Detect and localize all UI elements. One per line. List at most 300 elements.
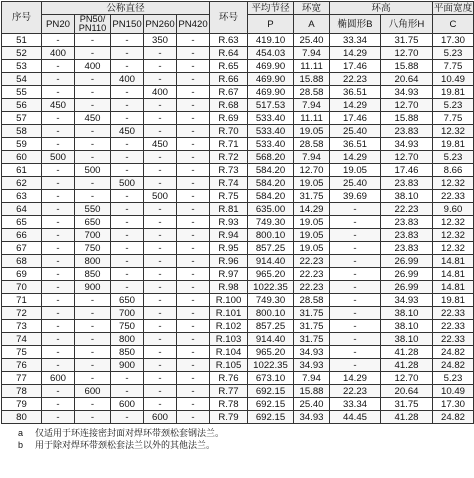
cell-oval-height: -: [330, 320, 381, 333]
cell-seq: 56: [2, 99, 42, 112]
cell-seq: 52: [2, 47, 42, 60]
cell-ring-width: 28.58: [294, 138, 330, 151]
cell-pn50-pn110: 650: [75, 216, 111, 229]
cell-pn150: 400: [111, 73, 144, 86]
table-row: [2, 294, 474, 307]
cell-pn260: -: [144, 385, 177, 398]
table-row: [2, 151, 474, 164]
cell-pn20: -: [42, 164, 75, 177]
table-row: [2, 164, 474, 177]
cell-ring-no: R.95: [210, 242, 248, 255]
cell-pn150: -: [111, 190, 144, 203]
cell-pn150: -: [111, 281, 144, 294]
cell-oval-height: 39.69: [330, 190, 381, 203]
cell-pitch-dia: 568.20: [248, 151, 294, 164]
cell-oval-height: -: [330, 359, 381, 372]
cell-pn20: -: [42, 307, 75, 320]
cell-pn50-pn110: -: [75, 359, 111, 372]
cell-pn50-pn110: -: [75, 346, 111, 359]
cell-pitch-dia: 800.10: [248, 307, 294, 320]
cell-pn20: 400: [42, 47, 75, 60]
cell-flat-width: 22.33: [433, 333, 474, 346]
cell-pitch-dia: 454.03: [248, 47, 294, 60]
cell-seq: 68: [2, 255, 42, 268]
footnote: [1, 427, 473, 439]
cell-oval-height: 14.29: [330, 47, 381, 60]
cell-ring-no: R.64: [210, 47, 248, 60]
cell-pn260: -: [144, 112, 177, 125]
ring-joint-dimension-table: [1, 1, 474, 424]
cell-seq: 53: [2, 60, 42, 73]
cell-pn20: -: [42, 255, 75, 268]
cell-ring-width: 15.88: [294, 73, 330, 86]
cell-pn20: -: [42, 294, 75, 307]
cell-pitch-dia: 673.10: [248, 372, 294, 385]
cell-pn20: -: [42, 34, 75, 47]
cell-oval-height: 36.51: [330, 86, 381, 99]
cell-ring-width: 7.94: [294, 372, 330, 385]
cell-octagon-height: 38.10: [381, 333, 433, 346]
cell-pn50-pn110: 550: [75, 203, 111, 216]
table-row: [2, 203, 474, 216]
header-pitch-symbol: P: [248, 15, 294, 34]
cell-seq: 72: [2, 307, 42, 320]
header-oval: 椭圆形B: [330, 15, 381, 34]
cell-oval-height: -: [330, 203, 381, 216]
cell-pn420: -: [177, 164, 210, 177]
cell-flat-width: 12.32: [433, 216, 474, 229]
cell-pn420: -: [177, 346, 210, 359]
cell-flat-width: 19.81: [433, 138, 474, 151]
cell-octagon-height: 26.99: [381, 268, 433, 281]
header-pitch-diameter: 平均节径: [248, 2, 294, 15]
cell-seq: 63: [2, 190, 42, 203]
cell-ring-no: R.75: [210, 190, 248, 203]
cell-pn50-pn110: -: [75, 86, 111, 99]
cell-octagon-height: 41.28: [381, 359, 433, 372]
cell-seq: 73: [2, 320, 42, 333]
cell-flat-width: 17.30: [433, 398, 474, 411]
cell-oval-height: -: [330, 242, 381, 255]
cell-pn260: -: [144, 359, 177, 372]
cell-flat-width: 5.23: [433, 372, 474, 385]
spec-document: [1, 1, 473, 451]
table-row: [2, 411, 474, 424]
cell-seq: 51: [2, 34, 42, 47]
cell-pn50-pn110: -: [75, 398, 111, 411]
cell-oval-height: 33.34: [330, 398, 381, 411]
cell-pn260: 350: [144, 34, 177, 47]
cell-ring-width: 19.05: [294, 229, 330, 242]
cell-ring-width: 12.70: [294, 164, 330, 177]
cell-seq: 61: [2, 164, 42, 177]
cell-ring-no: R.104: [210, 346, 248, 359]
cell-seq: 69: [2, 268, 42, 281]
cell-pn420: -: [177, 99, 210, 112]
cell-pn420: -: [177, 242, 210, 255]
cell-ring-width: 7.94: [294, 151, 330, 164]
cell-ring-width: 25.40: [294, 398, 330, 411]
cell-octagon-height: 41.28: [381, 411, 433, 424]
cell-pn260: -: [144, 346, 177, 359]
cell-oval-height: 17.46: [330, 112, 381, 125]
cell-pn260: -: [144, 372, 177, 385]
cell-pn150: -: [111, 34, 144, 47]
cell-oval-height: 22.23: [330, 73, 381, 86]
table-row: [2, 60, 474, 73]
cell-ring-width: 31.75: [294, 333, 330, 346]
cell-pn260: -: [144, 398, 177, 411]
cell-ring-width: 31.75: [294, 190, 330, 203]
cell-pn260: -: [144, 73, 177, 86]
cell-pn50-pn110: 850: [75, 268, 111, 281]
header-pn420: PN420: [177, 15, 210, 34]
cell-octagon-height: 38.10: [381, 307, 433, 320]
cell-flat-width: 5.23: [433, 151, 474, 164]
cell-oval-height: -: [330, 346, 381, 359]
cell-flat-width: 7.75: [433, 60, 474, 73]
cell-pn20: 500: [42, 151, 75, 164]
cell-seq: 65: [2, 216, 42, 229]
cell-pitch-dia: 965.20: [248, 346, 294, 359]
cell-seq: 59: [2, 138, 42, 151]
cell-ring-no: R.76: [210, 372, 248, 385]
cell-ring-width: 28.58: [294, 294, 330, 307]
footnote-mark: a: [17, 428, 23, 438]
cell-pn50-pn110: -: [75, 294, 111, 307]
cell-pn420: -: [177, 255, 210, 268]
cell-ring-no: R.73: [210, 164, 248, 177]
cell-flat-width: 24.82: [433, 359, 474, 372]
cell-pitch-dia: 692.15: [248, 411, 294, 424]
cell-pn50-pn110: -: [75, 125, 111, 138]
cell-flat-width: 22.33: [433, 307, 474, 320]
cell-ring-width: 34.93: [294, 346, 330, 359]
cell-pn420: -: [177, 333, 210, 346]
cell-ring-no: R.103: [210, 333, 248, 346]
cell-pitch-dia: 533.40: [248, 125, 294, 138]
table-row: [2, 47, 474, 60]
cell-octagon-height: 23.83: [381, 125, 433, 138]
cell-ring-no: R.71: [210, 138, 248, 151]
cell-seq: 67: [2, 242, 42, 255]
cell-seq: 78: [2, 385, 42, 398]
cell-pn20: -: [42, 229, 75, 242]
cell-oval-height: -: [330, 307, 381, 320]
cell-pn20: 600: [42, 372, 75, 385]
cell-pn150: -: [111, 112, 144, 125]
cell-octagon-height: 23.83: [381, 242, 433, 255]
cell-pitch-dia: 965.20: [248, 268, 294, 281]
table-row: [2, 268, 474, 281]
cell-oval-height: 33.34: [330, 34, 381, 47]
header-pn260: PN260: [144, 15, 177, 34]
cell-pn260: -: [144, 320, 177, 333]
cell-oval-height: 36.51: [330, 138, 381, 151]
cell-pitch-dia: 635.00: [248, 203, 294, 216]
cell-octagon-height: 31.75: [381, 398, 433, 411]
cell-flat-width: 10.49: [433, 73, 474, 86]
cell-pn420: -: [177, 268, 210, 281]
cell-pn20: -: [42, 398, 75, 411]
cell-seq: 57: [2, 112, 42, 125]
cell-pn50-pn110: -: [75, 333, 111, 346]
cell-octagon-height: 17.46: [381, 164, 433, 177]
cell-pitch-dia: 469.90: [248, 60, 294, 73]
cell-oval-height: -: [330, 268, 381, 281]
cell-pn150: 600: [111, 398, 144, 411]
footnote-text: 用于除对焊环带颈松套法兰以外的其他法兰。: [35, 440, 216, 450]
cell-oval-height: 44.45: [330, 411, 381, 424]
cell-pitch-dia: 692.15: [248, 398, 294, 411]
cell-octagon-height: 26.99: [381, 281, 433, 294]
cell-pn260: -: [144, 281, 177, 294]
cell-pn50-pn110: 600: [75, 385, 111, 398]
cell-octagon-height: 34.93: [381, 138, 433, 151]
cell-pitch-dia: 800.10: [248, 229, 294, 242]
cell-pn150: 800: [111, 333, 144, 346]
cell-pn150: -: [111, 255, 144, 268]
cell-pn260: -: [144, 164, 177, 177]
cell-pitch-dia: 469.90: [248, 73, 294, 86]
cell-pn420: -: [177, 281, 210, 294]
cell-pn260: 500: [144, 190, 177, 203]
cell-pn20: -: [42, 60, 75, 73]
header-pn150: PN150: [111, 15, 144, 34]
header-ring-height: 环高: [330, 2, 433, 15]
cell-pn150: -: [111, 164, 144, 177]
cell-ring-width: 31.75: [294, 320, 330, 333]
cell-pn50-pn110: -: [75, 372, 111, 385]
cell-ring-no: R.70: [210, 125, 248, 138]
table-row: [2, 307, 474, 320]
table-row: [2, 242, 474, 255]
cell-ring-no: R.77: [210, 385, 248, 398]
table-row: [2, 216, 474, 229]
cell-pn150: 700: [111, 307, 144, 320]
cell-pn420: -: [177, 216, 210, 229]
cell-flat-width: 14.81: [433, 268, 474, 281]
cell-pn20: -: [42, 242, 75, 255]
cell-flat-width: 5.23: [433, 47, 474, 60]
cell-ring-width: 19.05: [294, 242, 330, 255]
cell-ring-no: R.78: [210, 398, 248, 411]
cell-oval-height: 19.05: [330, 164, 381, 177]
cell-oval-height: 25.40: [330, 125, 381, 138]
cell-ring-width: 11.11: [294, 112, 330, 125]
cell-ring-no: R.102: [210, 320, 248, 333]
cell-flat-width: 12.32: [433, 177, 474, 190]
table-body: [2, 34, 474, 424]
cell-pitch-dia: 419.10: [248, 34, 294, 47]
cell-seq: 76: [2, 359, 42, 372]
table-row: [2, 138, 474, 151]
cell-flat-width: 22.33: [433, 190, 474, 203]
cell-pn260: -: [144, 307, 177, 320]
cell-pn150: 450: [111, 125, 144, 138]
header-pn50-pn110: PN50/ PN110: [75, 15, 111, 34]
cell-pitch-dia: 914.40: [248, 333, 294, 346]
cell-ring-no: R.81: [210, 203, 248, 216]
cell-pn150: 650: [111, 294, 144, 307]
cell-pn260: -: [144, 177, 177, 190]
cell-ring-no: R.79: [210, 411, 248, 424]
cell-ring-width: 28.58: [294, 86, 330, 99]
cell-seq: 62: [2, 177, 42, 190]
cell-octagon-height: 34.93: [381, 294, 433, 307]
cell-seq: 58: [2, 125, 42, 138]
cell-ring-width: 19.05: [294, 216, 330, 229]
cell-ring-width: 15.88: [294, 385, 330, 398]
cell-pitch-dia: 857.25: [248, 242, 294, 255]
table-row: [2, 385, 474, 398]
cell-ring-width: 34.93: [294, 359, 330, 372]
cell-pn20: 450: [42, 99, 75, 112]
cell-pn50-pn110: -: [75, 138, 111, 151]
cell-seq: 71: [2, 294, 42, 307]
cell-ring-no: R.68: [210, 99, 248, 112]
cell-ring-width: 19.05: [294, 125, 330, 138]
cell-pn150: 500: [111, 177, 144, 190]
cell-pn260: -: [144, 294, 177, 307]
cell-pn20: -: [42, 333, 75, 346]
cell-oval-height: -: [330, 281, 381, 294]
cell-seq: 80: [2, 411, 42, 424]
cell-octagon-height: 23.83: [381, 216, 433, 229]
cell-oval-height: 25.40: [330, 177, 381, 190]
cell-pn260: -: [144, 151, 177, 164]
cell-pn20: -: [42, 268, 75, 281]
cell-ring-no: R.67: [210, 86, 248, 99]
table-row: [2, 255, 474, 268]
cell-pitch-dia: 692.15: [248, 385, 294, 398]
cell-pn20: -: [42, 190, 75, 203]
cell-pn150: 900: [111, 359, 144, 372]
cell-oval-height: -: [330, 294, 381, 307]
cell-pn260: -: [144, 255, 177, 268]
cell-pn260: -: [144, 60, 177, 73]
cell-pn50-pn110: -: [75, 47, 111, 60]
cell-octagon-height: 12.70: [381, 372, 433, 385]
cell-pitch-dia: 1022.35: [248, 359, 294, 372]
table-row: [2, 86, 474, 99]
cell-pn420: -: [177, 372, 210, 385]
cell-flat-width: 12.32: [433, 125, 474, 138]
cell-ring-no: R.101: [210, 307, 248, 320]
cell-pn150: -: [111, 86, 144, 99]
cell-pn50-pn110: -: [75, 99, 111, 112]
cell-octagon-height: 23.83: [381, 229, 433, 242]
cell-pn260: 400: [144, 86, 177, 99]
cell-pn150: -: [111, 385, 144, 398]
cell-pn260: -: [144, 99, 177, 112]
cell-pn260: -: [144, 203, 177, 216]
cell-pn420: -: [177, 112, 210, 125]
cell-ring-no: R.93: [210, 216, 248, 229]
cell-seq: 64: [2, 203, 42, 216]
cell-pn20: -: [42, 73, 75, 86]
header-ring-width: 环宽: [294, 2, 330, 15]
cell-flat-width: 8.66: [433, 164, 474, 177]
cell-pn50-pn110: -: [75, 151, 111, 164]
cell-ring-width: 7.94: [294, 47, 330, 60]
cell-ring-no: R.105: [210, 359, 248, 372]
cell-oval-height: 22.23: [330, 385, 381, 398]
cell-octagon-height: 31.75: [381, 34, 433, 47]
cell-ring-width: 34.93: [294, 411, 330, 424]
cell-pn150: 750: [111, 320, 144, 333]
cell-pn420: -: [177, 398, 210, 411]
cell-flat-width: 7.75: [433, 112, 474, 125]
cell-pn50-pn110: -: [75, 73, 111, 86]
cell-pitch-dia: 517.53: [248, 99, 294, 112]
table-row: [2, 73, 474, 86]
cell-pn420: -: [177, 138, 210, 151]
cell-pn20: -: [42, 346, 75, 359]
cell-pn50-pn110: -: [75, 320, 111, 333]
cell-pitch-dia: 749.30: [248, 294, 294, 307]
cell-pn20: -: [42, 138, 75, 151]
cell-ring-width: 11.11: [294, 60, 330, 73]
cell-pn150: -: [111, 60, 144, 73]
cell-oval-height: 17.46: [330, 60, 381, 73]
cell-pn50-pn110: 900: [75, 281, 111, 294]
cell-pitch-dia: 533.40: [248, 112, 294, 125]
table-row: [2, 398, 474, 411]
cell-ring-no: R.100: [210, 294, 248, 307]
cell-octagon-height: 12.70: [381, 47, 433, 60]
cell-pitch-dia: 469.90: [248, 86, 294, 99]
cell-pitch-dia: 857.25: [248, 320, 294, 333]
cell-pn420: -: [177, 203, 210, 216]
cell-ring-no: R.69: [210, 112, 248, 125]
cell-flat-width: 12.32: [433, 229, 474, 242]
cell-seq: 66: [2, 229, 42, 242]
cell-pn420: -: [177, 73, 210, 86]
cell-pn260: -: [144, 125, 177, 138]
cell-flat-width: 22.33: [433, 320, 474, 333]
cell-pitch-dia: 1022.35: [248, 281, 294, 294]
cell-pn20: -: [42, 125, 75, 138]
cell-pn260: -: [144, 229, 177, 242]
cell-flat-width: 14.81: [433, 281, 474, 294]
cell-pitch-dia: 749.30: [248, 216, 294, 229]
header-flat-symbol: C: [433, 15, 474, 34]
cell-octagon-height: 12.70: [381, 151, 433, 164]
table-row: [2, 359, 474, 372]
cell-pn420: -: [177, 151, 210, 164]
table-row: [2, 190, 474, 203]
footnote: [1, 439, 473, 451]
cell-pitch-dia: 533.40: [248, 138, 294, 151]
cell-pn420: -: [177, 320, 210, 333]
cell-seq: 77: [2, 372, 42, 385]
cell-flat-width: 17.30: [433, 34, 474, 47]
header-flat-width: 平面宽度: [433, 2, 473, 14]
cell-seq: 74: [2, 333, 42, 346]
cell-ring-no: R.98: [210, 281, 248, 294]
cell-flat-width: 24.82: [433, 411, 474, 424]
cell-pn420: -: [177, 86, 210, 99]
cell-pn150: -: [111, 151, 144, 164]
cell-flat-width: 24.82: [433, 346, 474, 359]
cell-pn260: -: [144, 47, 177, 60]
cell-pn20: -: [42, 281, 75, 294]
cell-octagon-height: 15.88: [381, 60, 433, 73]
cell-seq: 60: [2, 151, 42, 164]
table-row: [2, 346, 474, 359]
cell-seq: 55: [2, 86, 42, 99]
